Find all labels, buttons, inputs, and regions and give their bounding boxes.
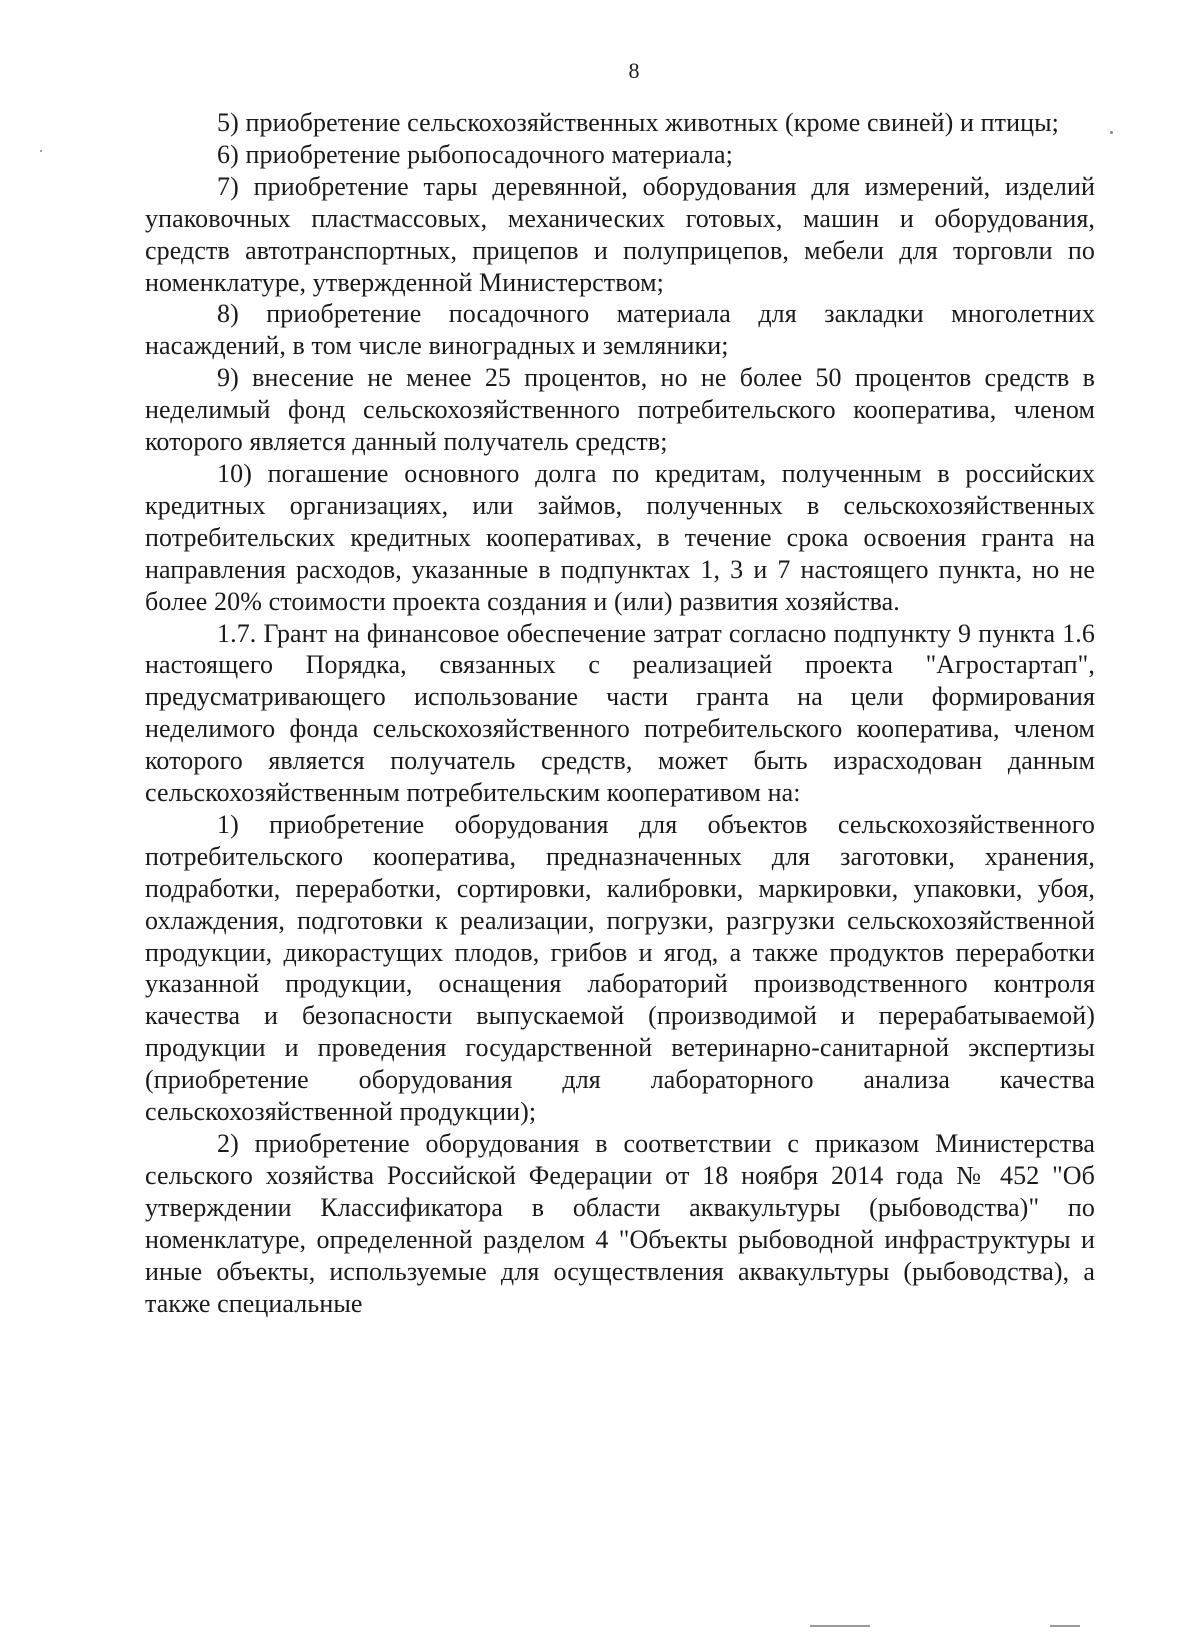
paragraph-item-8: 8) приобретение посадочного материала для закладки многолетних насаждений, в том числе виноградных и земляники;	[145, 299, 1095, 361]
paragraph-subitem-2: 2) приобретение оборудования в соответствии с приказом Министерства сельского хозяйства Российской Федерации от 18 ноября 2014 года № 452 "Об утверждении Классификатора в области аквакультуры (рыбоводства)" по номенклатуре, определенной разделом 4 "Объекты рыбоводной инфраструктуры и иные объекты, используемые для осуществления аквакультуры (рыбоводства), а также специальные	[145, 1129, 1095, 1318]
paragraph-section-1-7: 1.7. Грант на финансовое обеспечение затрат согласно подпункту 9 пункта 1.6 настоящего Порядка, связанных с реализацией проекта "Агростартап", предусматривающего использование части гранта на цели формирования неделимого фонда сельскохозяйственного потребительского кооператива, членом которого является получатель средств, может быть израсходован данным сельскохозяйственным потребительским кооперативом на:	[145, 618, 1095, 808]
page-number: 8	[628, 58, 640, 83]
paragraph-item-9: 9) внесение не менее 25 процентов, но не более 50 процентов средств в неделимый фонд сельскохозяйственного потребительского кооператива, членом которого является данный получатель средств;	[145, 363, 1095, 457]
paragraph-item-7: 7) приобретение тары деревянной, оборудования для измерений, изделий упаковочных пластмассовых, механических готовых, машин и оборудования, средств автотранспортных, прицепов и полуприцепов, мебели для торговли по номенклатуре, утвержденной Министерством;	[145, 171, 1095, 297]
scan-speck	[40, 150, 42, 152]
scan-edge-mark	[1050, 1625, 1080, 1627]
scan-speck	[1110, 131, 1113, 134]
paragraph-item-10: 10) погашение основного долга по кредитам, полученным в российских кредитных организациях, или займов, полученных в сельскохозяйственных потребительских кредитных кооперативах, в течение срока освоения гранта на направления расходов, указанные в подпунктах 1, 3 и 7 настоящего пункта, но не более 20% стоимости проекта создания и (или) развития хозяйства.	[145, 458, 1095, 616]
scan-edge-mark	[810, 1625, 870, 1627]
paragraph-item-6: 6) приобретение рыбопосадочного материала;	[217, 139, 733, 169]
paragraph-item-5: 5) приобретение сельскохозяйственных животных (кроме свиней) и птицы;	[217, 108, 1060, 137]
paragraph-subitem-1: 1) приобретение оборудования для объектов сельскохозяйственного потребительского кооператива, предназначенных для заготовки, хранения, подработки, переработки, сортировки, калибровки, маркировки, упаковки, убоя, охлаждения, подготовки к реализации, погрузки, разгрузки сельскохозяйственной продукции, дикорастущих плодов, грибов и ягод, а также продуктов переработки указанной продукции, оснащения лабораторий производственного контроля качества и безопасности выпускаемой (производимой и перерабатываемой) продукции и проведения государственной ветеринарно-санитарной экспертизы (приобретение оборудования для лабораторного анализа качества сельскохозяйственной продукции);	[145, 809, 1095, 1127]
document-body	[145, 107, 1095, 1319]
